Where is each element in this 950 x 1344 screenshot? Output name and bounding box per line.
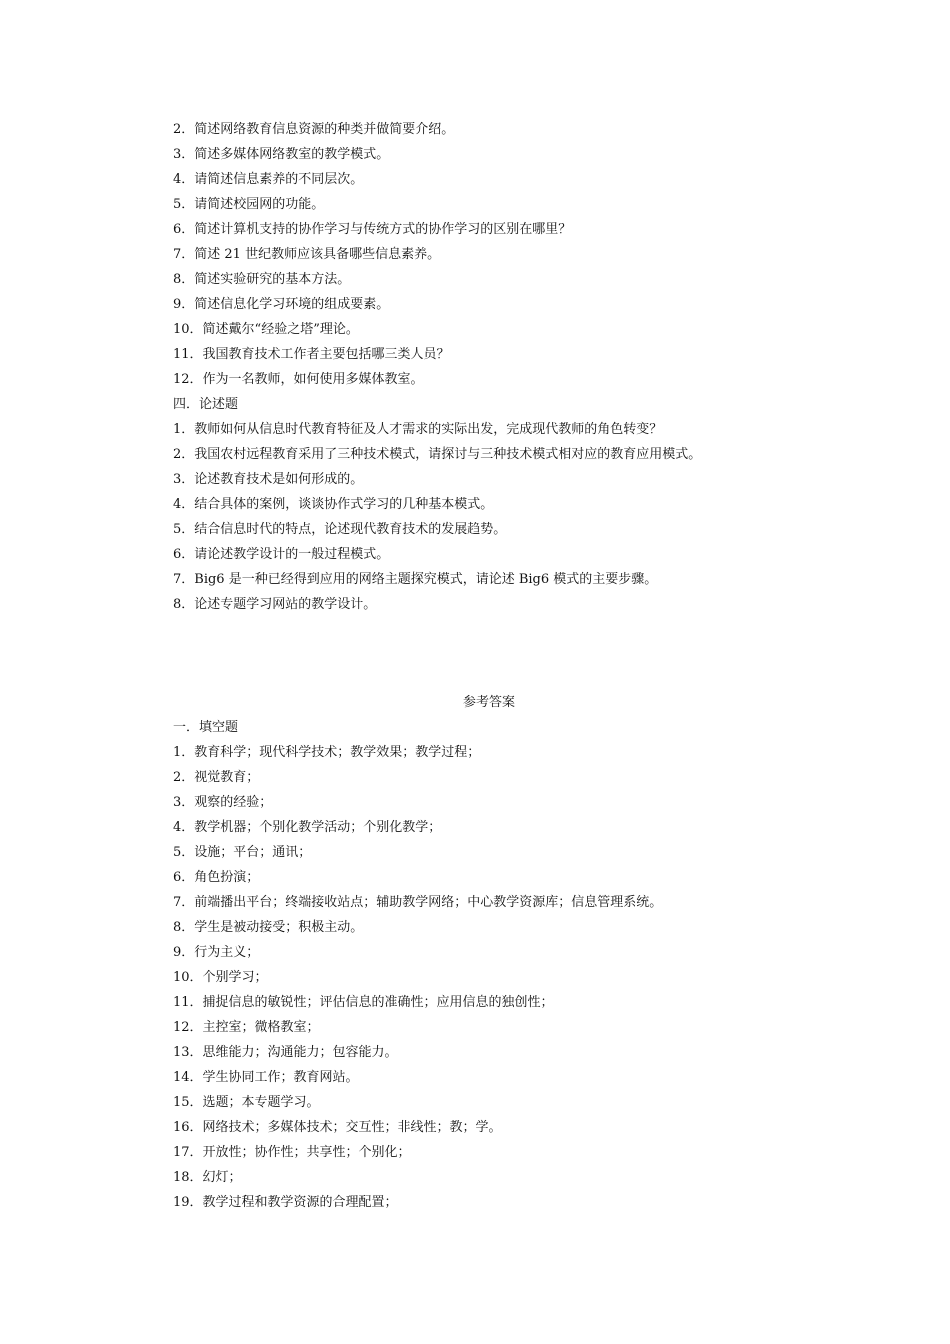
list-item: 9．简述信息化学习环境的组成要素。	[173, 297, 390, 312]
list-item: 4．结合具体的案例，谈谈协作式学习的几种基本模式。	[173, 497, 494, 512]
list-item: 7．简述 21 世纪教师应该具备哪些信息素养。	[173, 247, 441, 262]
list-item: 7．Big6 是一种已经得到应用的网络主题探究模式，请论述 Big6 模式的主要步骤。	[173, 572, 658, 587]
list-item: 4．请简述信息素养的不同层次。	[173, 172, 364, 187]
answers-title: 参考答案	[462, 695, 515, 710]
list-item: 3．论述教育技术是如何形成的。	[173, 472, 364, 487]
short-answer-list	[173, 117, 873, 617]
list-item: 14．学生协同工作；教育网站。	[173, 1070, 359, 1085]
answers-list	[173, 715, 873, 1215]
list-item: 6．角色扮演；	[173, 870, 260, 885]
section-heading-fill-blank: 一．填空题	[173, 720, 239, 735]
list-item: 2．视觉教育；	[173, 770, 260, 785]
list-item: 4．教学机器；个别化教学活动；个别化教学；	[173, 820, 442, 835]
list-item: 16．网络技术；多媒体技术；交互性；非线性；教；学。	[173, 1120, 502, 1135]
list-item: 12．主控室；微格教室；	[173, 1020, 320, 1035]
list-item: 6．请论述教学设计的一般过程模式。	[173, 547, 390, 562]
list-item: 11．捕捉信息的敏锐性；评估信息的准确性；应用信息的独创性；	[173, 995, 554, 1010]
list-item: 5．请简述校园网的功能。	[173, 197, 325, 212]
list-item: 15．选题；本专题学习。	[173, 1095, 320, 1110]
list-item: 3．简述多媒体网络教室的教学模式。	[173, 147, 390, 162]
list-item: 1．教师如何从信息时代教育特征及人才需求的实际出发，完成现代教师的角色转变？	[173, 422, 663, 437]
list-item: 10．简述戴尔“经验之塔”理论。	[173, 322, 359, 337]
list-item: 11．我国教育技术工作者主要包括哪三类人员？	[173, 347, 450, 362]
list-item: 1．教育科学；现代科学技术；教学效果；教学过程；	[173, 745, 481, 760]
list-item: 8．论述专题学习网站的教学设计。	[173, 597, 377, 612]
list-item: 12．作为一名教师，如何使用多媒体教室。	[173, 372, 424, 387]
list-item: 13．思维能力；沟通能力；包容能力。	[173, 1045, 398, 1060]
list-item: 7．前端播出平台；终端接收站点；辅助教学网络；中心教学资源库；信息管理系统。	[173, 895, 663, 910]
section-heading-essay: 四．论述题	[173, 397, 239, 412]
list-item: 17．开放性；协作性；共享性；个别化；	[173, 1145, 411, 1160]
list-item: 2．简述网络教育信息资源的种类并做简要介绍。	[173, 122, 455, 137]
list-item: 8．学生是被动接受；积极主动。	[173, 920, 364, 935]
list-item: 2．我国农村远程教育采用了三种技术模式，请探讨与三种技术模式相对应的教育应用模式。	[173, 447, 702, 462]
list-item: 8．简述实验研究的基本方法。	[173, 272, 351, 287]
list-item: 9．行为主义；	[173, 945, 260, 960]
list-item: 6．简述计算机支持的协作学习与传统方式的协作学习的区别在哪里？	[173, 222, 572, 237]
list-item: 19．教学过程和教学资源的合理配置；	[173, 1195, 398, 1210]
list-item: 10．个别学习；	[173, 970, 268, 985]
list-item: 5．结合信息时代的特点，论述现代教育技术的发展趋势。	[173, 522, 507, 537]
list-item: 18．幻灯；	[173, 1170, 242, 1185]
list-item: 5．设施；平台；通讯；	[173, 845, 312, 860]
list-item: 3．观察的经验；	[173, 795, 273, 810]
